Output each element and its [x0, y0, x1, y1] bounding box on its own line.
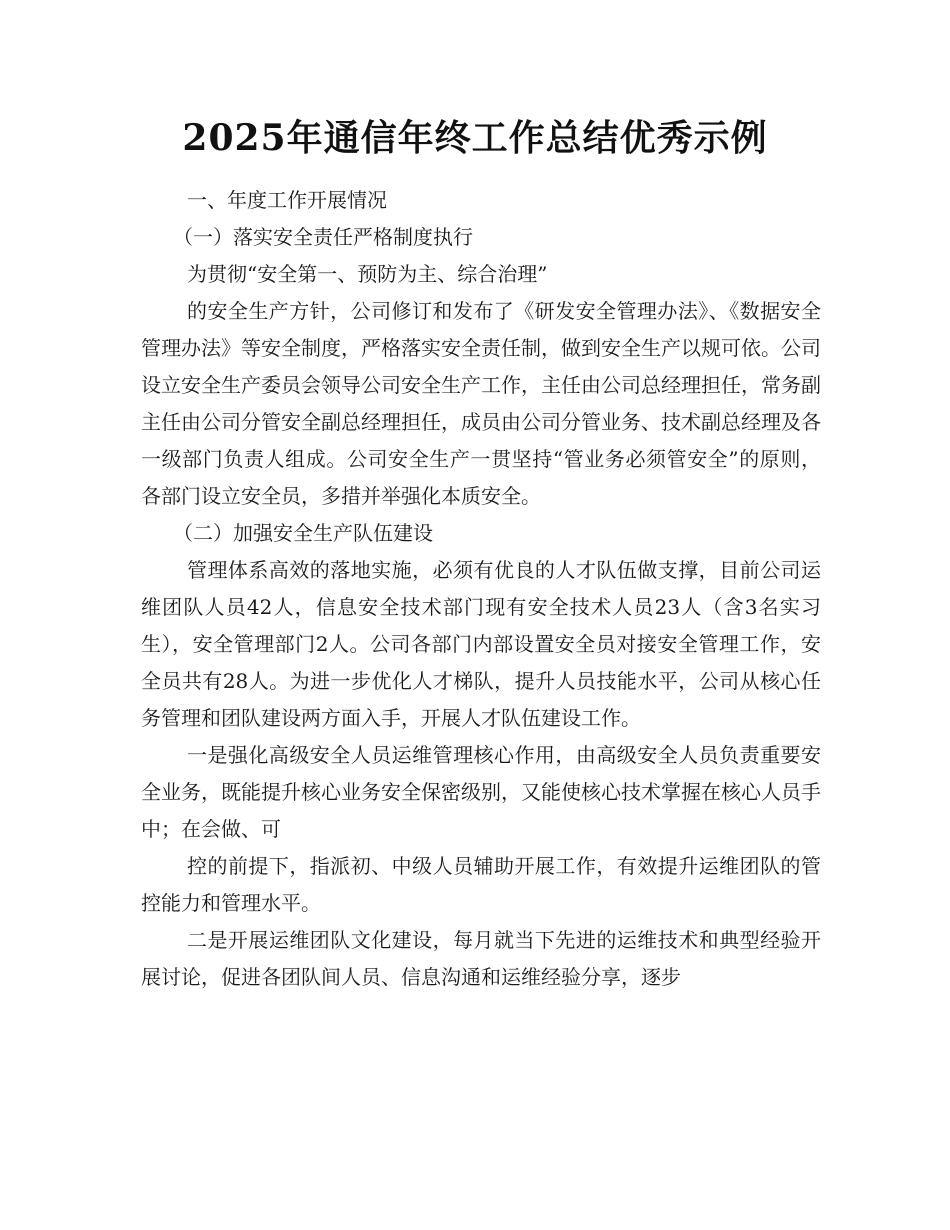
subsection-heading-1: （一）落实安全责任严格制度执行: [173, 225, 473, 249]
document-body: [141, 182, 821, 996]
paragraph-2: 管理体系高效的落地实施，必须有优良的人才队伍做支撑，目前公司运维团队人员42人，信息安全技术部门现有安全技术人员23人（含3名实习生），安全管理部门2人。公司各部门内部设置安全员对接安全管理工作，安全员共有28人。为进一步优化人才梯队，提升人员技能水平，公司从核心任务管理和团队建设两方面入手，开展人才队伍建设工作。: [141, 558, 821, 730]
paragraph-3b: 控的前提下，指派初、中级人员辅助开展工作，有效提升运维团队的管控能力和管理水平。: [141, 854, 821, 915]
paragraph-3a: 一是强化高级安全人员运维管理核心作用，由高级安全人员负责重要安全业务，既能提升核心业务安全保密级别，又能使核心技术掌握在核心人员手中；在会做、可: [141, 743, 821, 841]
section-heading-1: 一、年度工作开展情况: [187, 188, 387, 212]
paragraph-1b: 的安全生产方针，公司修订和发布了《研发安全管理办法》、《数据安全管理办法》等安全制度，严格落实安全责任制，做到安全生产以规可依。公司设立安全生产委员会领导公司安全生产工作，主任由公司总经理担任，常务副主任由公司分管安全副总经理担任，成员由公司分管业务、技术副总经理及各一级部门负责人组成。公司安全生产一贯坚持“管业务必须管安全”的原则，各部门设立安全员，多措并举强化本质安全。: [141, 299, 821, 508]
subsection-heading-2: （二）加强安全生产队伍建设: [173, 521, 433, 545]
paragraph-4: 二是开展运维团队文化建设，每月就当下先进的运维技术和典型经验开展讨论，促进各团队间人员、信息沟通和运维经验分享，逐步: [141, 928, 821, 989]
document-title: 2025年通信年终工作总结优秀示例: [182, 117, 768, 159]
paragraph-1a: 为贯彻“安全第一、预防为主、综合治理”: [187, 262, 548, 286]
